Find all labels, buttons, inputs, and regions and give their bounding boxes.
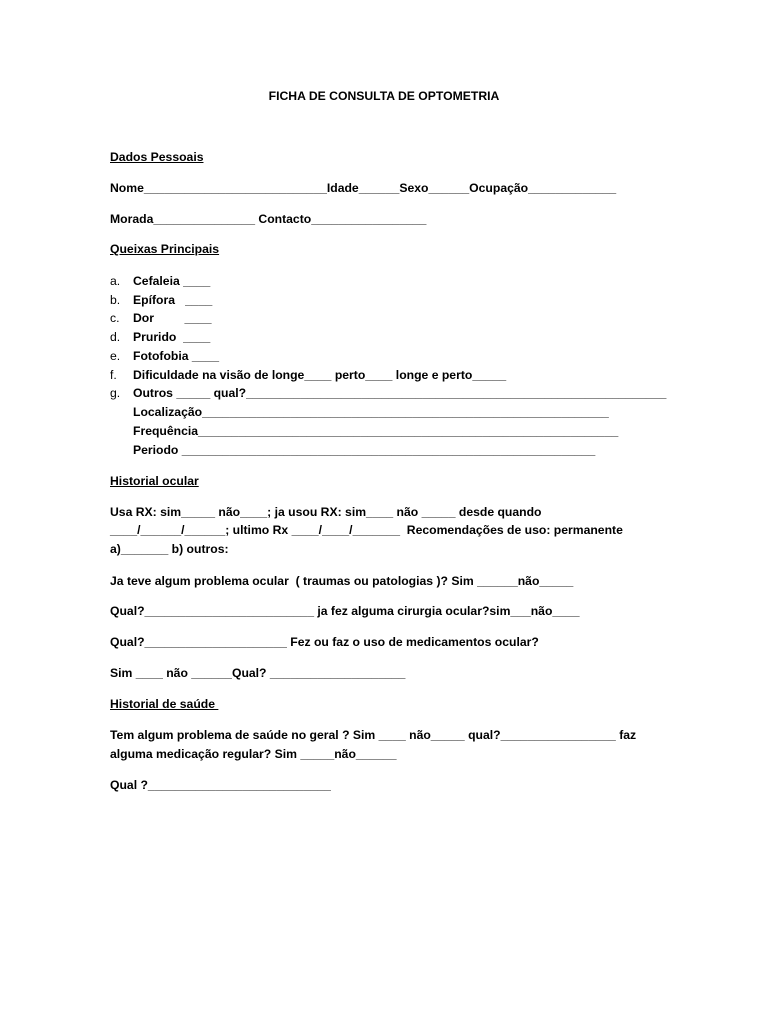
- list-marker: e.: [110, 349, 121, 363]
- list-item-text: Dificuldade na visão de longe____ perto____ longe e perto_____: [133, 368, 507, 382]
- list-marker: f.: [110, 368, 117, 382]
- historial-ocular-line-3: a)_______ b) outros:: [110, 542, 229, 556]
- queixas-sub-item-frequencia: Frequência______________________________________________________________: [133, 424, 619, 438]
- queixas-sub-item-localizacao: Localização____________________________________________________________: [133, 405, 609, 419]
- historial-saude-line-3: Qual ?___________________________: [110, 778, 331, 792]
- section-heading-historial-ocular: Historial ocular: [110, 474, 199, 488]
- list-marker: c.: [110, 311, 120, 325]
- section-heading-queixas: Queixas Principais: [110, 242, 220, 256]
- section-heading-historial-saude: Historial de saúde: [110, 697, 219, 711]
- historial-ocular-line-6: Qual?_____________________ Fez ou faz o uso de medicamentos ocular?: [110, 635, 539, 649]
- list-item: [110, 273, 210, 289]
- list-item-text: Fotofobia ____: [133, 349, 220, 363]
- list-marker: g.: [110, 386, 121, 400]
- section-heading-dados-pessoais: Dados Pessoais: [110, 150, 204, 164]
- list-item: [110, 348, 219, 364]
- list-item-text: Cefaleia ____: [133, 274, 211, 288]
- historial-ocular-line-2: ____/______/______; ultimo Rx ____/____/_______ Recomendações de uso: permanente: [110, 523, 623, 537]
- list-item: [110, 385, 666, 401]
- list-item: [110, 367, 506, 383]
- historial-ocular-line-5: Qual?_________________________ ja fez alguma cirurgia ocular?sim___não____: [110, 604, 580, 618]
- list-item: [110, 292, 212, 308]
- list-item: [110, 310, 212, 326]
- list-item-text: Epífora ____: [133, 293, 213, 307]
- historial-ocular-line-1: Usa RX: sim_____ não____; ja usou RX: sim____ não _____ desde quando: [110, 505, 542, 519]
- list-item-text: Dor ____: [133, 311, 212, 325]
- list-item: [110, 329, 210, 345]
- queixas-sub-item-periodo: Periodo _____________________________________________________________: [133, 443, 596, 457]
- historial-saude-line-2: alguma medicação regular? Sim _____não______: [110, 747, 397, 761]
- historial-saude-line-1: Tem algum problema de saúde no geral ? Sim ____ não_____ qual?_________________ faz: [110, 728, 637, 742]
- document-title: FICHA DE CONSULTA DE OPTOMETRIA: [268, 89, 500, 103]
- list-item-text: Prurido ____: [133, 330, 211, 344]
- dados-pessoais-line-1: Nome___________________________Idade______Sexo______Ocupação_____________: [110, 181, 617, 195]
- historial-ocular-line-7: Sim ____ não ______Qual? ____________________: [110, 666, 406, 680]
- list-marker: a.: [110, 274, 121, 288]
- dados-pessoais-line-2: Morada_______________ Contacto_________________: [110, 212, 427, 226]
- historial-ocular-line-4: Ja teve algum problema ocular ( traumas ou patologias )? Sim ______não_____: [110, 574, 574, 588]
- list-marker: b.: [110, 293, 121, 307]
- list-marker: d.: [110, 330, 121, 344]
- list-item-text: Outros _____ qual?______________________________________________________________: [133, 386, 667, 400]
